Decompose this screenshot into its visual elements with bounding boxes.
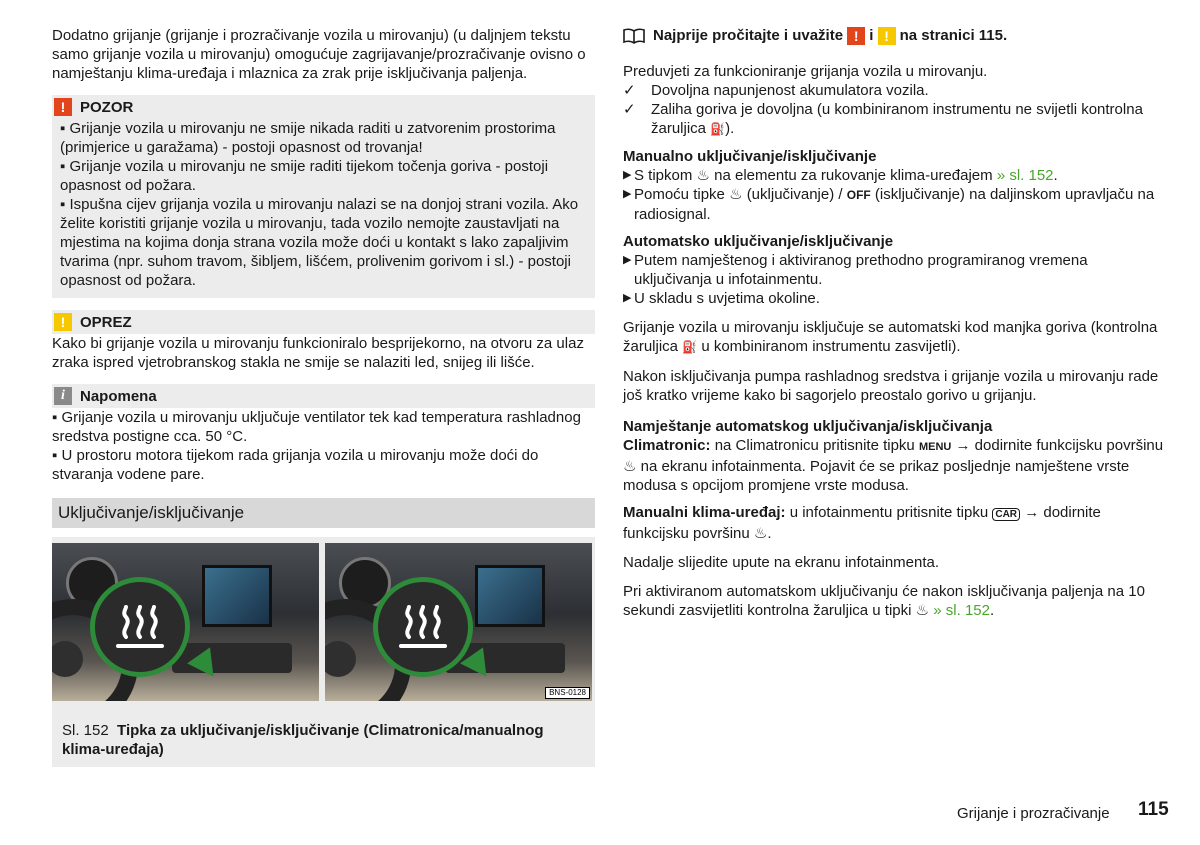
- fuel-paragraph: [623, 318, 1168, 357]
- read-first-suffix: na stranici 115.: [899, 27, 1008, 44]
- caution-icon: !: [54, 313, 72, 331]
- caption-number: Sl. 152: [62, 722, 109, 739]
- figure-code: BNS-0128: [545, 687, 590, 699]
- fuel-lamp-icon: ⛽: [710, 122, 726, 136]
- manual-1-b: na elementu za rukovanje klima-uređajem: [714, 167, 993, 184]
- right-column: [623, 26, 1168, 620]
- climatronic-text-c: na ekranu infotainmenta. Pojavit će se prikaz posljednje namještene vrste modusa s opcijom promjene vrste modusa.: [623, 458, 1130, 494]
- dashboard-photo-climatronic: [52, 543, 319, 701]
- napomena-item: ▪ U prostoru motora tijekom rada grijanja vozila u mirovanju može doći do stvaranja vodene pare.: [52, 447, 539, 483]
- figure-ref-link[interactable]: » sl. 152: [996, 167, 1054, 184]
- manual-1-c: .: [1053, 167, 1058, 184]
- manual-step-text: [634, 185, 1168, 224]
- page-number: 115: [1138, 799, 1169, 820]
- napomena-header: [52, 384, 595, 408]
- heater-symbol-icon: ♨: [696, 167, 710, 184]
- dashboard-photo-manual: [325, 543, 592, 701]
- climatronic-text-a: na Climatronicu pritisnite tipku: [714, 437, 915, 454]
- check-icon: ✓: [623, 101, 636, 118]
- pozor-body: [52, 119, 595, 298]
- parking-heater-icon: [114, 603, 166, 651]
- auto-title: Automatsko uključivanje/isključivanje: [623, 233, 894, 250]
- prereq-text: Dovoljna napunjenost akumulatora vozila.: [651, 82, 929, 99]
- manual-1-a: S tipkom: [634, 167, 693, 184]
- climatronic-text-b: → dodirnite funkcijsku površinu: [955, 437, 1164, 454]
- manual-clima-text-b: → dodirnite funkcijsku površinu: [623, 504, 1101, 542]
- prereq-text: [651, 100, 1168, 139]
- manual-clima-text-a: u infotainmentu pritisnite tipku: [789, 504, 989, 521]
- left-column: [52, 26, 595, 767]
- fuel-text-b: u kombiniranom instrumentu zasvijetli).: [701, 338, 961, 355]
- prereq-text-a: Zaliha goriva je dovoljna (u kombiniranom instrumentu ne svijetli kontrolna žaruljica: [651, 101, 1143, 137]
- read-first-note: [623, 26, 1168, 45]
- auto-step: [623, 289, 1168, 308]
- further-paragraph: Nadalje slijedite upute na ekranu infotainmenta.: [623, 554, 940, 571]
- parking-heater-icon: [397, 603, 449, 651]
- manual-step: [623, 166, 1168, 185]
- oprez-title: OPREZ: [80, 313, 132, 331]
- heater-symbol-icon: ♨: [753, 525, 768, 542]
- napomena-note-box: [52, 384, 595, 408]
- caution-icon: !: [878, 27, 896, 45]
- info-icon: i: [54, 387, 72, 405]
- pozor-item: ▪ Ispušna cijev grijanja vozila u mirovanju nalazi se na donjoj strani vozila. Ako želite koristiti grijanje vozila u mirovanju, tada vozilo nemojte zaustavljati na mjestima na kojima donja strana vozila može doći u kontakt s lako zapaljivim tvarima (npr. suhom travom, šibljem, lišćem, prolivenim gorivom i sl.) - postoji opasnost od požara.: [60, 196, 579, 289]
- danger-icon: !: [847, 27, 865, 45]
- intro-paragraph: Dodatno grijanje (grijanje i prozračivanje vozila u mirovanju) (u daljnjem tekstu samo grijanje vozila u mirovanju) omogućuje zagrijavanje/prozračivanje ovisno o namještanju klima-uređaja i mlaznica za zrak prije isključivanja paljenja.: [52, 27, 586, 82]
- arrow-icon: ▶: [623, 188, 632, 200]
- setup-title: Namještanje automatskog uključivanja/isključivanja: [623, 418, 993, 435]
- callout-bubble: [373, 577, 473, 677]
- manual-step-text: [634, 166, 1058, 185]
- book-icon: [623, 28, 645, 44]
- manual-title: Manualno uključivanje/isključivanje: [623, 148, 877, 165]
- caption-text: Tipka za uključivanje/isključivanje (Climatronica/manualnog klima-uređaja): [62, 722, 544, 758]
- pozor-item: ▪ Grijanje vozila u mirovanju ne smije raditi tijekom točenja goriva - postoji opasnost od požara.: [60, 158, 549, 194]
- section-title: Uključivanje/isključivanje: [52, 498, 595, 528]
- read-first-joiner: i: [869, 27, 874, 44]
- pozor-header: [52, 95, 595, 119]
- pozor-item: ▪ Grijanje vozila u mirovanju ne smije nikada raditi u zatvorenim prostorima (primjerice u garažama) - postoji opasnost od trovanja!: [60, 120, 556, 156]
- auto-step-text: U skladu s uvjetima okoline.: [634, 290, 820, 307]
- oprez-text: Kako bi grijanje vozila u mirovanju funkcioniralo besprijekorno, na otvoru za ulaz zraka ispred vjetrobranskog stakla ne smije se nalaziti led, snijeg ili lišće.: [52, 335, 584, 371]
- figure-caption: [52, 707, 595, 767]
- manual-clima-text-c: .: [767, 525, 772, 542]
- menu-key-symbol: MENU: [918, 441, 952, 453]
- final-text-a: Pri aktiviranom automatskom uključivanju će nakon isključivanja paljenja na 10 sekundi zasvijetliti kontrolna žaruljica u tipki: [623, 583, 1145, 619]
- manual-clima-label: Manualni klima-uređaj:: [623, 504, 786, 521]
- napomena-item: ▪ Grijanje vozila u mirovanju uključuje ventilator tek kad temperatura rashladnog sredstva postigne cca. 50 °C.: [52, 409, 581, 445]
- pump-paragraph: Nakon isključivanja pumpa rashladnog sredstva i grijanje vozila u mirovanju rade još kratko vrijeme kako bi sagorjelo preostalo gorivo u grijanju.: [623, 368, 1159, 404]
- oprez-caution-box: [52, 310, 595, 334]
- callout-bubble: [90, 577, 190, 677]
- fuel-lamp-icon: ⛽: [682, 340, 698, 354]
- climatronic-paragraph: [623, 436, 1168, 495]
- oprez-header: [52, 310, 595, 334]
- read-first-prefix: Najprije pročitajte i uvažite: [653, 27, 844, 44]
- heater-symbol-icon: ♨: [623, 458, 637, 475]
- infotainment-screen: [475, 565, 545, 627]
- danger-icon: !: [54, 98, 72, 116]
- manual-2-c: (isključivanje) na daljinskom upravljaču na radiosignal.: [634, 186, 1155, 223]
- prereq-intro: Preduvjeti za funkcioniranje grijanja vozila u mirovanju.: [623, 63, 988, 80]
- figure-ref-link[interactable]: » sl. 152: [933, 602, 990, 619]
- heater-symbol-icon: ♨: [915, 602, 930, 619]
- manual-2-a: Pomoću tipke: [634, 186, 725, 203]
- arrow-icon: ▶: [623, 169, 632, 181]
- prereq-text-b: ).: [725, 120, 735, 137]
- climatronic-label: Climatronic:: [623, 437, 711, 454]
- manual-clima-paragraph: [623, 503, 1168, 543]
- off-symbol: OFF: [846, 188, 871, 202]
- heater-symbol-icon: ♨: [729, 186, 743, 203]
- final-text-b: .: [989, 602, 995, 619]
- auto-step-text: Putem namještenog i aktiviranog prethodno programiranog vremena uključivanja u infotainmentu.: [634, 252, 1088, 288]
- infotainment-screen: [202, 565, 272, 627]
- pozor-title: POZOR: [80, 98, 134, 116]
- prereq-item: [623, 81, 1168, 100]
- manual-2-b: (uključivanje) /: [746, 186, 843, 203]
- check-icon: ✓: [623, 82, 636, 99]
- manual-step: [623, 185, 1168, 224]
- arrow-icon: ▶: [623, 254, 632, 266]
- final-paragraph: [623, 582, 1168, 620]
- prereq-item: [623, 100, 1168, 139]
- figure-152: [52, 537, 595, 707]
- pozor-warning-box: [52, 95, 595, 298]
- arrow-icon: ▶: [623, 292, 632, 304]
- napomena-title: Napomena: [80, 387, 157, 405]
- footer-chapter-title: Grijanje i prozračivanje: [957, 805, 1110, 822]
- auto-step: [623, 251, 1168, 289]
- fuel-text-a: Grijanje vozila u mirovanju isključuje se automatski kod manjka goriva (kontrolna žaruljica: [623, 319, 1158, 355]
- car-key-symbol: CAR: [992, 508, 1020, 521]
